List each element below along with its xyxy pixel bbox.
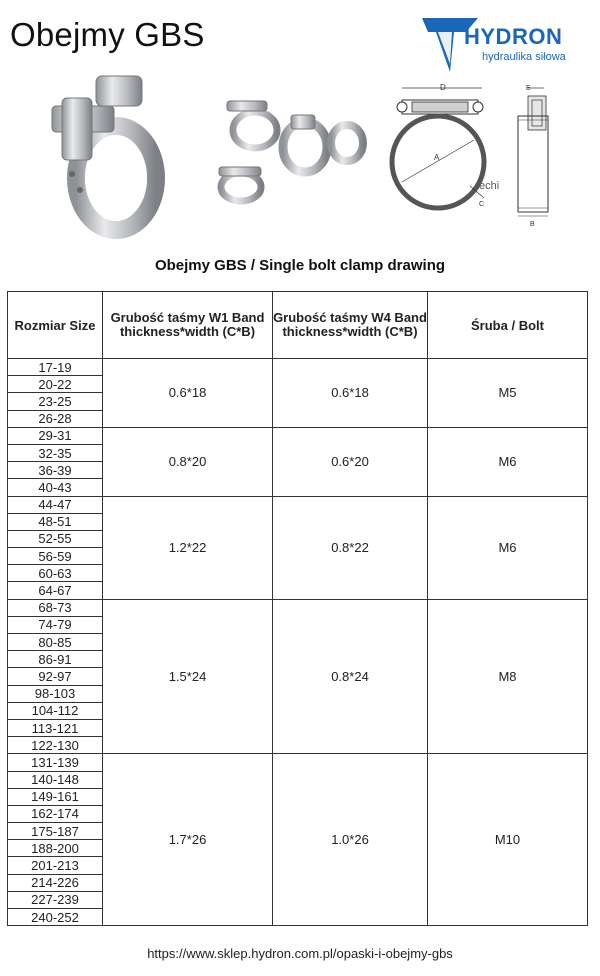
table-header-row xyxy=(8,292,588,359)
logo-name: HYDRON xyxy=(464,24,563,49)
dim-label-d: D xyxy=(440,83,446,92)
size-cell: 149-161 xyxy=(8,788,103,805)
size-cell: 80-85 xyxy=(8,634,103,651)
size-cell: 162-174 xyxy=(8,805,103,822)
size-cell: 44-47 xyxy=(8,496,103,513)
size-cell: 104-112 xyxy=(8,702,103,719)
table-row xyxy=(8,496,588,513)
size-cell: 140-148 xyxy=(8,771,103,788)
w4-cell: 0.6*18 xyxy=(273,359,428,428)
size-cell: 214-226 xyxy=(8,874,103,891)
clamp-spec-table xyxy=(7,291,588,926)
w1-cell: 1.7*26 xyxy=(103,754,273,926)
size-cell: 29-31 xyxy=(8,427,103,444)
header-size: Rozmiar Size xyxy=(8,292,103,359)
bolt-cell: M8 xyxy=(428,599,588,754)
size-cell: 64-67 xyxy=(8,582,103,599)
size-cell: 40-43 xyxy=(8,479,103,496)
size-cell: 113-121 xyxy=(8,719,103,736)
watermark-text: techi xyxy=(476,180,500,192)
size-cell: 131-139 xyxy=(8,754,103,771)
w1-cell: 0.8*20 xyxy=(103,427,273,496)
size-cell: 98-103 xyxy=(8,685,103,702)
page-title: Obejmy GBS xyxy=(10,16,205,53)
dim-label-a: A xyxy=(434,153,440,162)
table-row xyxy=(8,359,588,376)
size-cell: 26-28 xyxy=(8,410,103,427)
dim-label-e: E xyxy=(526,85,531,92)
w4-cell: 0.8*24 xyxy=(273,599,428,754)
size-cell: 23-25 xyxy=(8,393,103,410)
clamp-technical-drawing-side xyxy=(510,80,560,230)
size-cell: 227-239 xyxy=(8,891,103,908)
table-row xyxy=(8,754,588,771)
w1-cell: 1.2*22 xyxy=(103,496,273,599)
size-cell: 68-73 xyxy=(8,599,103,616)
size-cell: 17-19 xyxy=(8,359,103,376)
size-cell: 56-59 xyxy=(8,548,103,565)
clamps-group-photo xyxy=(205,95,375,215)
size-cell: 92-97 xyxy=(8,668,103,685)
w4-cell: 1.0*26 xyxy=(273,754,428,926)
w1-cell: 1.5*24 xyxy=(103,599,273,754)
size-cell: 32-35 xyxy=(8,444,103,461)
size-cell: 60-63 xyxy=(8,565,103,582)
table-subtitle: Obejmy GBS / Single bolt clamp drawing xyxy=(154,257,446,274)
dim-label-b: B xyxy=(530,221,535,228)
size-cell: 20-22 xyxy=(8,376,103,393)
size-cell: 74-79 xyxy=(8,616,103,633)
header-bolt: Śruba / Bolt xyxy=(428,292,588,359)
clamp-photo-large xyxy=(36,70,166,235)
size-cell: 86-91 xyxy=(8,651,103,668)
table-row xyxy=(8,427,588,444)
size-cell: 188-200 xyxy=(8,840,103,857)
size-cell: 122-130 xyxy=(8,737,103,754)
header-w4: Grubość taśmy W4 Band thickness*width (C*B) xyxy=(273,292,428,359)
bolt-cell: M10 xyxy=(428,754,588,926)
size-cell: 240-252 xyxy=(8,909,103,926)
bolt-cell: M6 xyxy=(428,427,588,496)
bolt-cell: M6 xyxy=(428,496,588,599)
size-cell: 201-213 xyxy=(8,857,103,874)
bolt-cell: M5 xyxy=(428,359,588,428)
hydron-logo xyxy=(420,14,590,78)
w4-cell: 0.6*20 xyxy=(273,427,428,496)
w4-cell: 0.8*22 xyxy=(273,496,428,599)
size-cell: 48-51 xyxy=(8,513,103,530)
footer-url: https://www.sklep.hydron.com.pl/opaski-i-obejmy-gbs xyxy=(147,946,453,961)
dim-label-c: C xyxy=(479,201,485,208)
header-w1: Grubość taśmy W1 Band thickness*width (C*B) xyxy=(103,292,273,359)
clamp-technical-drawing-front xyxy=(388,78,500,218)
size-cell: 52-55 xyxy=(8,530,103,547)
w1-cell: 0.6*18 xyxy=(103,359,273,428)
size-cell: 175-187 xyxy=(8,823,103,840)
logo-tagline: hydraulika siłowa xyxy=(482,51,566,63)
table-row xyxy=(8,599,588,616)
size-cell: 36-39 xyxy=(8,462,103,479)
